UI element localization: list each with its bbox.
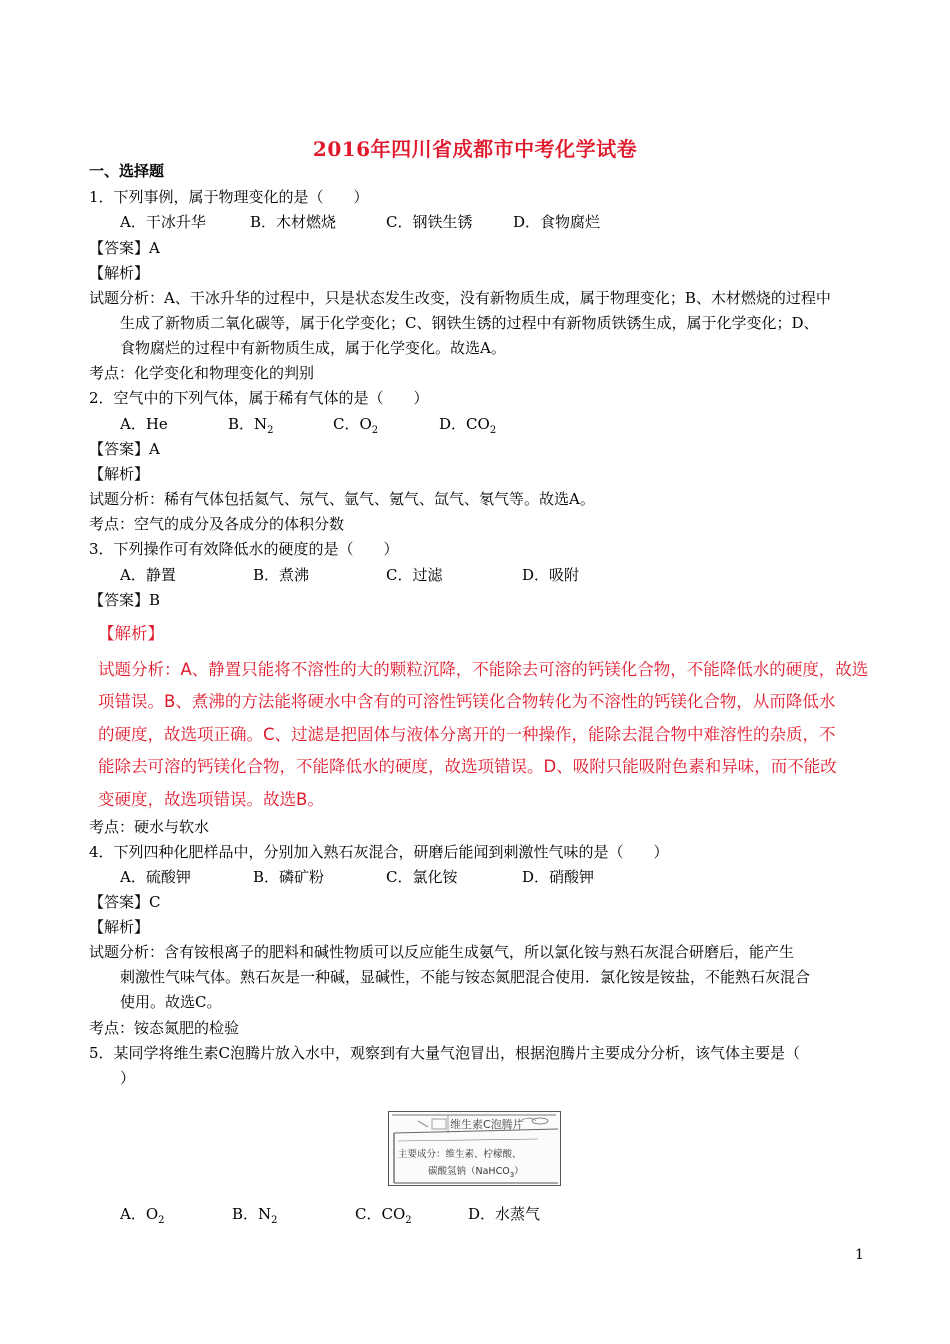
q2-analysis-label: 【解析】: [89, 465, 150, 483]
q1-analysis-line: 生成了新物质二氧化碳等，属于化学变化；C、钢铁生锈的过程中有新物质铁锈生成，属于化学变化；D、: [120, 314, 819, 332]
q2-answer: 【答案】A: [89, 440, 160, 458]
section-heading: 一、选择题: [89, 162, 165, 180]
q1-option-b: B．木材燃烧: [250, 213, 337, 231]
q5-option-c: C．$CO_2$: [355, 1205, 412, 1226]
q5-stem: 5．某同学将维生素C泡腾片放入水中，观察到有大量气泡冒出，根据泡腾片主要成分分析，该气体主要是（: [89, 1044, 801, 1062]
q3-analysis-label: 【解析】: [98, 624, 164, 643]
q3-point: 考点：硬水与软水: [89, 818, 210, 836]
q1-option-d: D．食物腐烂: [513, 213, 601, 231]
q2-option-d: D．$CO_2$: [439, 415, 497, 436]
q4-answer: 【答案】C: [89, 893, 161, 911]
q4-analysis-line: 刺激性气味气体。熟石灰是一种碱，显碱性，不能与铵态氮肥混合使用．氯化铵是铵盐，不能熟石灰混合: [120, 968, 811, 986]
page-number: 1: [855, 1247, 864, 1263]
q3-option-a: A．静置: [120, 566, 176, 584]
package-ingredients-line2: 碳酸氢钠（NaHCO$_3$）: [428, 1166, 524, 1179]
q3-analysis-line: 变硬度，故选项错误。故选B。: [98, 790, 324, 809]
q2-option-a: A．He: [120, 415, 168, 433]
q1-analysis-line: 食物腐烂的过程中有新物质生成，属于化学变化。故选A。: [120, 339, 506, 357]
q5-stem-cont: ）: [120, 1069, 136, 1087]
q3-option-d: D．吸附: [522, 566, 580, 584]
q1-option-a: A．干冰升华: [120, 213, 206, 231]
q4-option-d: D．硝酸钾: [522, 868, 595, 886]
q4-stem: 4．下列四种化肥样品中，分别加入熟石灰混合，研磨后能闻到刺激性气味的是（ ）: [89, 843, 669, 861]
q4-analysis-label: 【解析】: [89, 918, 150, 936]
q1-stem: 1．下列事例，属于物理变化的是（ ）: [89, 188, 369, 206]
q2-option-b: B．$N_2$: [228, 415, 274, 436]
q3-analysis-line: 项错误。B、煮沸的方法能将硬水中含有的可溶性钙镁化合物转化为不溶性的钙镁化合物，从而降低水: [98, 692, 836, 711]
q4-option-b: B．磷矿粉: [253, 868, 325, 886]
package-ingredients-line1: 主要成分：维生素、柠檬酸、: [398, 1149, 522, 1160]
q4-option-c: C．氯化铵: [386, 868, 458, 886]
q4-option-a: A．硫酸钾: [120, 868, 191, 886]
package-header: 维生素C泡腾片: [450, 1118, 524, 1131]
q1-analysis-line: 试题分析：A、干冰升华的过程中，只是状态发生改变，没有新物质生成，属于物理变化；B、木材燃烧的过程中: [89, 289, 831, 307]
q2-analysis-line: 试题分析：稀有气体包括氦气、氖气、氩气、氪气、氙气、氡气等。故选A。: [89, 490, 595, 508]
q1-option-c: C．钢铁生锈: [386, 213, 473, 231]
vitamin-c-package-image: [388, 1111, 561, 1186]
q5-option-d: D．水蒸气: [468, 1205, 541, 1223]
q1-analysis-label: 【解析】: [89, 264, 150, 282]
q2-point: 考点：空气的成分及各成分的体积分数: [89, 515, 345, 533]
q3-option-b: B．煮沸: [253, 566, 310, 584]
q3-option-c: C．过滤: [386, 566, 443, 584]
q3-analysis-line: 试题分析：A、静置只能将不溶性的大的颗粒沉降，不能除去可溶的钙镁化合物，不能降低水的硬度，故选: [98, 660, 869, 679]
q5-option-a: A．$O_2$: [120, 1205, 165, 1226]
q5-option-b: B．$N_2$: [232, 1205, 278, 1226]
q3-answer: 【答案】B: [89, 591, 161, 609]
q1-point: 考点：化学变化和物理变化的判别: [89, 364, 315, 382]
q3-stem: 3．下列操作可有效降低水的硬度的是（ ）: [89, 540, 399, 558]
q1-answer: 【答案】A: [89, 239, 160, 257]
q4-analysis-line: 试题分析：含有铵根离子的肥料和碱性物质可以反应能生成氨气，所以氯化铵与熟石灰混合研磨后，能产生: [89, 943, 795, 961]
q2-stem: 2．空气中的下列气体，属于稀有气体的是（ ）: [89, 389, 429, 407]
page-title: 2016年四川省成都市中考化学试卷: [312, 137, 638, 161]
q3-analysis-line: 能除去可溶的钙镁化合物，不能降低水的硬度，故选项错误。D、吸附只能吸附色素和异味，而不能改: [98, 757, 837, 776]
q2-option-c: C．$O_2$: [333, 415, 379, 436]
q4-point: 考点：铵态氮肥的检验: [89, 1019, 240, 1037]
q4-analysis-line: 使用。故选C。: [120, 993, 222, 1011]
q3-analysis-line: 的硬度，故选项正确。C、过滤是把固体与液体分离开的一种操作，能除去混合物中难溶性的杂质，不: [98, 725, 836, 744]
